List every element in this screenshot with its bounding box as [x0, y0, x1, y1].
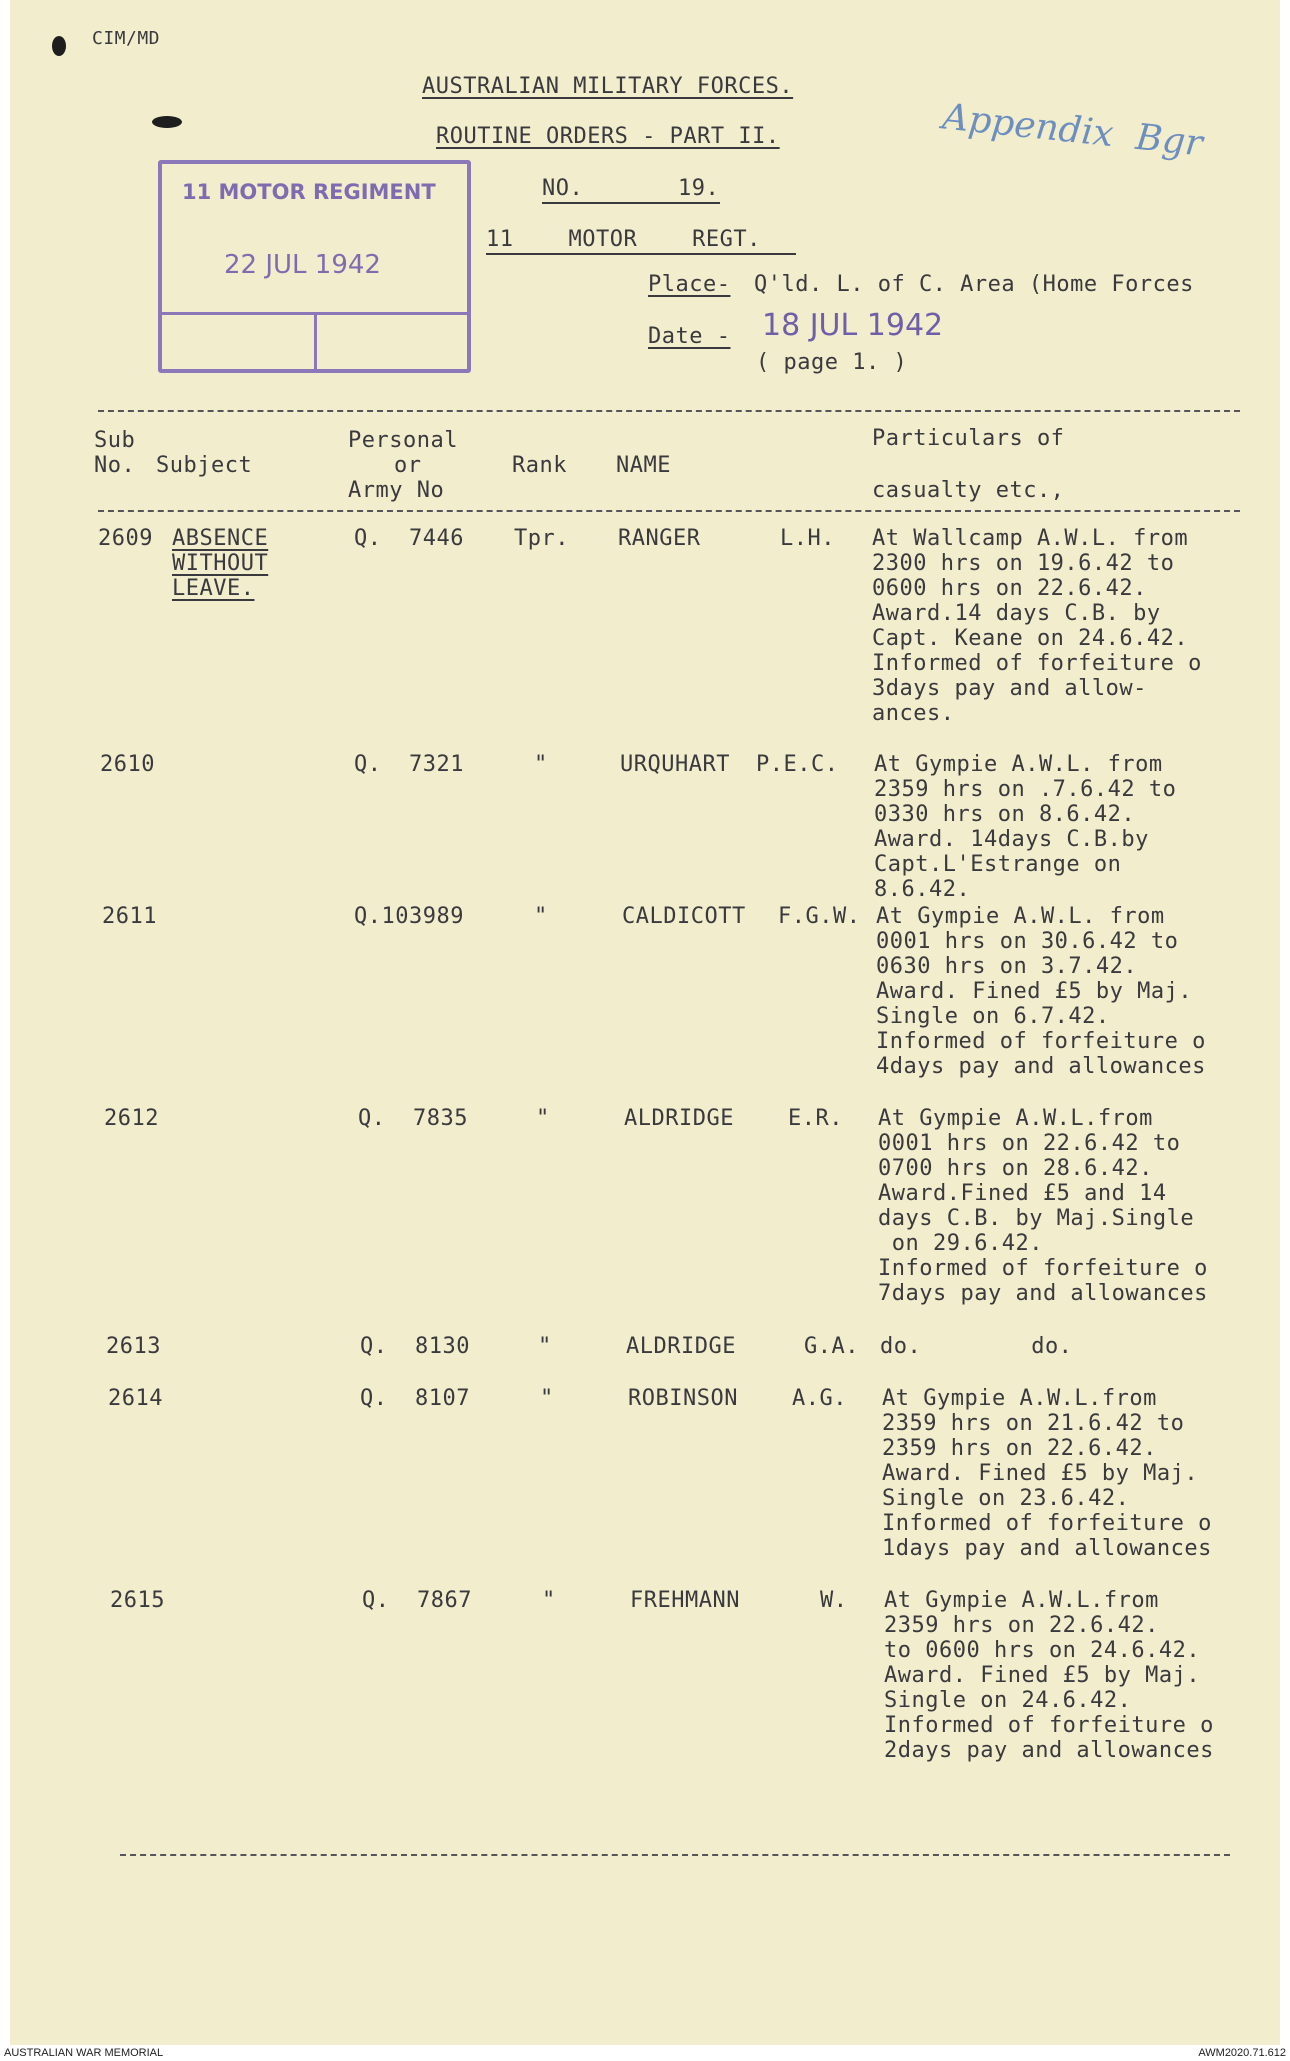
- unit-name: 11 MOTOR REGT.: [486, 227, 761, 252]
- entry-name: ALDRIDGE: [624, 1106, 734, 1131]
- entry-particulars: Informed of forfeiture o: [876, 1029, 1206, 1054]
- col-personal-no: Personal: [348, 428, 458, 453]
- stamp-date: 22 JUL 1942: [224, 250, 381, 280]
- entry-rank: ": [542, 1588, 556, 1613]
- entry-particulars: Award. Fined £5 by Maj.: [884, 1663, 1201, 1688]
- entry-initials: A.G.: [792, 1386, 847, 1411]
- entry-rank: Tpr.: [514, 526, 569, 551]
- entry-rank: ": [534, 752, 548, 777]
- entry-particulars: Award.14 days C.B. by: [872, 601, 1161, 626]
- entry-particulars: Award. Fined £5 by Maj.: [876, 979, 1193, 1004]
- order-number-label: NO.: [542, 176, 584, 201]
- entry-particulars: 2359 hrs on 22.6.42.: [884, 1613, 1159, 1638]
- entry-particulars: days C.B. by Maj.Single: [878, 1206, 1195, 1231]
- entry-particulars: Single on 23.6.42.: [882, 1486, 1130, 1511]
- place-value: Q'ld. L. of C. Area (Home Forces: [754, 272, 1194, 297]
- page-label: ( page 1. ): [756, 350, 908, 375]
- entry-particulars: 8.6.42.: [874, 877, 971, 902]
- entry-particulars: 4days pay and allowances: [876, 1054, 1206, 1079]
- entry-particulars: 2300 hrs on 19.6.42 to: [872, 551, 1175, 576]
- entry-rank: ": [536, 1106, 550, 1131]
- entry-army-no: Q.103989: [354, 904, 464, 929]
- entry-subject: LEAVE.: [172, 576, 255, 601]
- handwritten-note: Appendix Bgr: [940, 96, 1205, 165]
- entry-subject: WITHOUT: [172, 551, 269, 576]
- entry-particulars: 0630 hrs on 3.7.42.: [876, 954, 1138, 979]
- entry-particulars: Capt.L'Estrange on: [874, 852, 1122, 877]
- entry-number: 2614: [108, 1386, 163, 1411]
- entry-particulars: At Gympie A.W.L. from: [876, 904, 1165, 929]
- entry-army-no: Q. 8107: [360, 1386, 470, 1411]
- heading-line-1: AUSTRALIAN MILITARY FORCES.: [422, 74, 794, 99]
- col-name: NAME: [616, 453, 671, 478]
- entry-initials: W.: [820, 1588, 848, 1613]
- entry-army-no: Q. 7835: [358, 1106, 468, 1131]
- entry-number: 2611: [102, 904, 157, 929]
- entry-particulars: 0330 hrs on 8.6.42.: [874, 802, 1136, 827]
- entry-rank: ": [538, 1334, 552, 1359]
- entry-particulars: 2359 hrs on 21.6.42 to: [882, 1411, 1185, 1436]
- stamp-unit: 11 MOTOR REGIMENT: [182, 180, 436, 204]
- divider: [98, 410, 1240, 412]
- entry-particulars: 7days pay and allowances: [878, 1281, 1208, 1306]
- entry-particulars: Informed of forfeiture o: [884, 1713, 1214, 1738]
- entry-particulars: Award. Fined £5 by Maj.: [882, 1461, 1199, 1486]
- ink-blot: [152, 116, 182, 128]
- entry-initials: E.R.: [788, 1106, 843, 1131]
- entry-name: ROBINSON: [628, 1386, 738, 1411]
- entry-particulars: on 29.6.42.: [878, 1231, 1043, 1256]
- entry-particulars: Single on 24.6.42.: [884, 1688, 1132, 1713]
- entry-particulars: At Gympie A.W.L.from: [884, 1588, 1159, 1613]
- entry-particulars: 0001 hrs on 30.6.42 to: [876, 929, 1179, 954]
- entry-particulars: do. do.: [880, 1334, 1073, 1359]
- entry-particulars: Award. 14days C.B.by: [874, 827, 1149, 852]
- entry-name: FREHMANN: [630, 1588, 740, 1613]
- entry-subject: ABSENCE: [172, 526, 269, 551]
- heading-line-2: ROUTINE ORDERS - PART II.: [436, 124, 780, 149]
- unit-received-stamp: [158, 160, 471, 373]
- entry-number: 2615: [110, 1588, 165, 1613]
- col-personal-or: or: [394, 453, 422, 478]
- date-stamp: 18 JUL 1942: [762, 308, 944, 343]
- entry-particulars: 2359 hrs on .7.6.42 to: [874, 777, 1177, 802]
- entry-army-no: Q. 8130: [360, 1334, 470, 1359]
- col-particulars: Particulars of: [872, 426, 1065, 451]
- col-army-no: Army No: [348, 478, 445, 503]
- col-subject: Subject: [156, 453, 253, 478]
- document-page: [10, 0, 1280, 2045]
- place-label: Place-: [648, 272, 731, 297]
- entry-particulars: Award.Fined £5 and 14: [878, 1181, 1167, 1206]
- file-reference: CIM/MD: [92, 28, 161, 49]
- entry-particulars: 3days pay and allow-: [872, 676, 1147, 701]
- entry-name: ALDRIDGE: [626, 1334, 736, 1359]
- entry-name: CALDICOTT: [622, 904, 746, 929]
- divider: [120, 1854, 1230, 1856]
- entry-name: URQUHART: [620, 752, 730, 777]
- entry-number: 2610: [100, 752, 155, 777]
- divider: [98, 510, 1240, 512]
- col-rank: Rank: [512, 453, 567, 478]
- entry-particulars: ances.: [872, 701, 955, 726]
- entry-particulars: At Wallcamp A.W.L. from: [872, 526, 1189, 551]
- entry-particulars: 2days pay and allowances: [884, 1738, 1214, 1763]
- entry-particulars: Capt. Keane on 24.6.42.: [872, 626, 1189, 651]
- entry-particulars: At Gympie A.W.L.from: [878, 1106, 1153, 1131]
- ink-blot: [52, 36, 66, 56]
- entry-particulars: Informed of forfeiture o: [872, 651, 1202, 676]
- entry-army-no: Q. 7446: [354, 526, 464, 551]
- footer-accession-number: AWM2020.71.612: [1198, 2047, 1286, 2059]
- entry-particulars: 0600 hrs on 22.6.42.: [872, 576, 1147, 601]
- entry-rank: ": [540, 1386, 554, 1411]
- entry-rank: ": [534, 904, 548, 929]
- entry-particulars: 2359 hrs on 22.6.42.: [882, 1436, 1157, 1461]
- entry-number: 2609: [98, 526, 153, 551]
- entry-particulars: 0001 hrs on 22.6.42 to: [878, 1131, 1181, 1156]
- entry-initials: L.H.: [780, 526, 835, 551]
- entry-particulars: 0700 hrs on 28.6.42.: [878, 1156, 1153, 1181]
- footer-archive-name: AUSTRALIAN WAR MEMORIAL: [4, 2047, 164, 2059]
- entry-initials: G.A.: [804, 1334, 859, 1359]
- entry-particulars: 1days pay and allowances: [882, 1536, 1212, 1561]
- entry-number: 2613: [106, 1334, 161, 1359]
- entry-particulars: At Gympie A.W.L.from: [882, 1386, 1157, 1411]
- date-label: Date -: [648, 324, 731, 349]
- entry-army-no: Q. 7321: [354, 752, 464, 777]
- order-number-value: 19.: [678, 176, 720, 201]
- entry-particulars: to 0600 hrs on 24.6.42.: [884, 1638, 1201, 1663]
- entry-particulars: Informed of forfeiture o: [878, 1256, 1208, 1281]
- entry-initials: F.G.W.: [778, 904, 861, 929]
- entry-particulars: Single on 6.7.42.: [876, 1004, 1110, 1029]
- entry-number: 2612: [104, 1106, 159, 1131]
- col-particulars-2: casualty etc.,: [872, 478, 1065, 503]
- entry-particulars: Informed of forfeiture o: [882, 1511, 1212, 1536]
- col-sub-no: Sub No.: [94, 428, 136, 478]
- entry-initials: P.E.C.: [756, 752, 839, 777]
- entry-particulars: At Gympie A.W.L. from: [874, 752, 1163, 777]
- entry-name: RANGER: [618, 526, 701, 551]
- entry-army-no: Q. 7867: [362, 1588, 472, 1613]
